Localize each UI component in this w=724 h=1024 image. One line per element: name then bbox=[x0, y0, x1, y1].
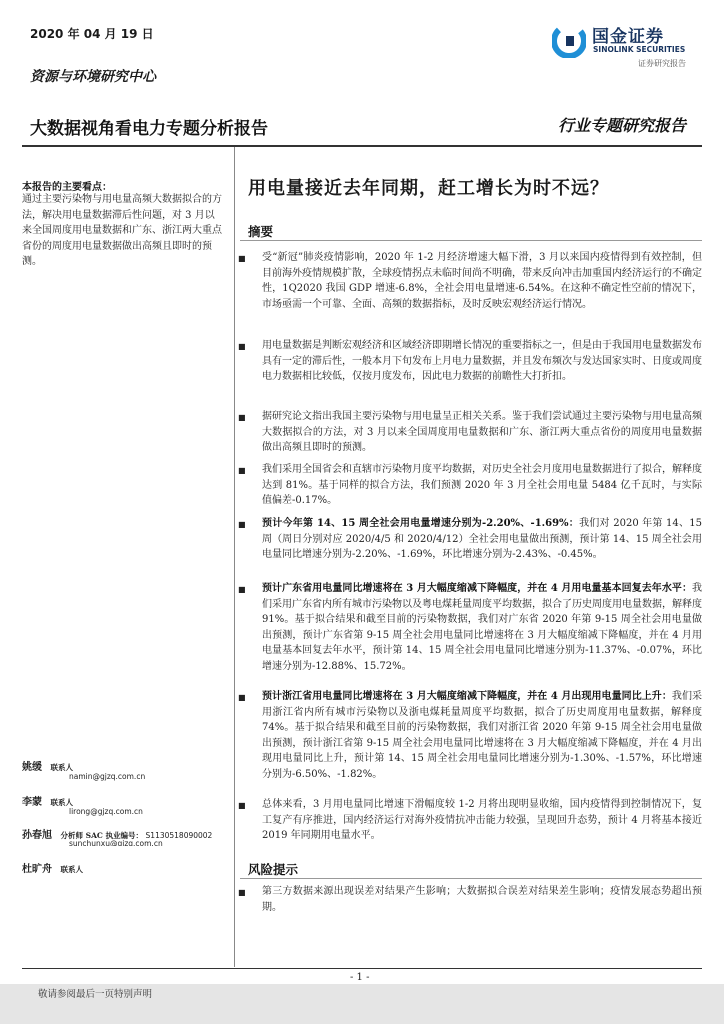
footer-divider bbox=[22, 968, 702, 969]
summary-paragraph: 受“新冠”肺炎疫情影响，2020 年 1-2 月经济增速大幅下滑，3 月以来国内疫情得到有效控制，但目前海外疫情规模扩散，全球疫情拐点未临时间尚不明确，带来反向冲击加重国内经济运行的不确定性，1Q2020 我国 GDP 增速-6.8%，全社会用电量增速-6.54%。在这种不确定性空前的情况下，市场亟需一个可靠、全面、高频的数据指标，及时反映宏观经济运行情况。 bbox=[262, 252, 702, 310]
company-logo bbox=[552, 22, 692, 62]
contact-role: 联系人 bbox=[60, 865, 84, 874]
logo-en-text: SINOLINK SECURITIES bbox=[593, 45, 686, 54]
department-name: 资源与环境研究中心 bbox=[30, 69, 156, 85]
bullet-square-icon: ■ bbox=[238, 585, 246, 594]
summary-paragraph: 预计浙江省用电量同比增速将在 3 月大幅度缩减下降幅度，并在 4 月出现用电量同比上升：我们采用浙江省内所有城市污染物以及浙电煤耗量周度平均数据，拟合了历史周度用电量数据，解释度 74%。基于拟合结果和截至目前的污染物数据，我们对浙江省 2020 年第 9-15 周全社会用电量做出预测，预计浙江省第 9-15 周全社会用电量同比增速将在 3 月大幅度缩减下降幅度，并在 4 月出现用电量同比上升，预计第 14、15 周全社会用电量同比增速分别为-1.30%、-1.57%，环比增速分别为-6.50%、-1.82%。 bbox=[262, 691, 703, 780]
contact-role: 联系人 bbox=[50, 798, 74, 807]
summary-paragraph: 总体来看，3 月用电量同比增速下滑幅度较 1-2 月将出现明显收缩，国内疫情得到控制情况下，复工复产有序推进，国内经济运行对海外疫情抗冲击能力较强，呈现回升态势，预计 4 月将基本接近 2019 年同期用电量水平。 bbox=[262, 799, 702, 841]
contact-name: 杜旷舟 bbox=[22, 864, 52, 875]
contact-cert: S1130518090002 bbox=[145, 831, 213, 840]
contact-email[interactable]: namin@gjzq.com.cn bbox=[69, 772, 146, 781]
page-number: - 1 - bbox=[350, 972, 370, 983]
contact-email[interactable]: lirong@gjzq.com.cn bbox=[69, 807, 143, 816]
bullet-square-icon: ■ bbox=[238, 801, 246, 810]
summary-divider bbox=[240, 240, 702, 241]
risk-title: 风险提示 bbox=[248, 862, 299, 877]
report-date: 2020 年 04 月 19 日 bbox=[30, 27, 154, 41]
sidebar-summary: 通过主要污染物与用电量高频大数据拟合的方法，解决用电量数据滞后性问题，对 3 月以来全国周度用电量数据和广东、浙江两大重点省份的周度用电量数据做出高频且即时的预测。 bbox=[22, 194, 222, 267]
report-title: 大数据视角看电力专题分析报告 bbox=[30, 119, 268, 139]
bullet-square-icon: ■ bbox=[238, 520, 246, 529]
contact-card bbox=[22, 793, 232, 816]
bullet-square-icon: ■ bbox=[238, 693, 246, 702]
summary-paragraph: 预计广东省用电量同比增速将在 3 月大幅度缩减下降幅度，并在 4 月用电量基本回复去年水平：我们采用广东省内所有城市污染物以及粤电煤耗量周度平均数据，拟合了历史周度用电量数据，解释度 91%。基于拟合结果和截至目前的污染物数据，我们对广东省 2020 年第 9-15 周全社会用电量做出预测，预计广东省第 9-15 周全社会用电量同比增速将在 3 月大幅度缩减下降幅度，并在 4 月用电量基本回复去年水平，预计第 14、15 周全社会用电量同比增速分别为-11.37%、-0.07%，环比增速分别为-12.88%、15.72%。 bbox=[262, 583, 702, 672]
bullet-square-icon: ■ bbox=[238, 254, 246, 263]
report-tagline: 证券研究报告 bbox=[638, 59, 686, 68]
risk-divider bbox=[240, 878, 702, 879]
bullet-square-icon: ■ bbox=[238, 342, 246, 351]
summary-paragraph: 据研究论文指出我国主要污染物与用电量呈正相关关系。鉴于我们尝试通过主要污染物与用电量高频大数据拟合的方法，对 3 月以来全国周度用电量数据和广东、浙江两大重点省份的周度用电量数据做出高频且即时的预测。 bbox=[262, 411, 702, 453]
headline: 用电量接近去年同期，赶工增长为时不远？ bbox=[248, 178, 609, 199]
report-type: 行业专题研究报告 bbox=[557, 116, 686, 135]
header-divider bbox=[22, 145, 702, 147]
column-divider bbox=[234, 147, 235, 967]
contact-role: 联系人 bbox=[50, 763, 74, 772]
bullet-square-icon: ■ bbox=[238, 888, 246, 897]
contact-name: 孙春旭 bbox=[22, 830, 52, 841]
contact-role: 分析师 SAC 执业编号： bbox=[60, 831, 143, 840]
sidebar-heading: 本报告的主要看点： bbox=[22, 182, 112, 193]
contact-card bbox=[22, 758, 232, 781]
contact-card bbox=[22, 860, 232, 875]
summary-title: 摘要 bbox=[248, 224, 274, 239]
summary-paragraph: 用电量数据是判断宏观经济和区域经济即期增长情况的重要指标之一，但是由于我国用电量数据发布具有一定的滞后性，一般本月下旬发布上月电力量数据，并且发布频次与发达国家实时、日度或周度电力数据相比较低，仅按月度发布，因此电力数据的前瞻性大打折扣。 bbox=[262, 340, 702, 382]
contact-name: 姚缓 bbox=[22, 762, 42, 773]
contact-email[interactable]: sunchunxu@gjzq.com.cn bbox=[69, 839, 163, 846]
risk-paragraph: 第三方数据来源出现误差对结果产生影响；大数据拟合误差对结果差生影响；疫情发展态势超出预期。 bbox=[262, 886, 702, 913]
logo-cn-text: 国金证券 bbox=[592, 27, 664, 47]
bullet-square-icon: ■ bbox=[238, 413, 246, 422]
sinolink-logo-icon bbox=[552, 24, 586, 58]
summary-paragraph: 我们采用全国省会和直辖市污染物月度平均数据，对历史全社会月度用电量数据进行了拟合，解释度达到 81%。基于同样的拟合方法，我们预测 2020 年 3 月全社会用电量 5484 亿千瓦时，与实际值偏差-0.17%。 bbox=[262, 464, 702, 506]
summary-paragraph: 预计今年第 14、15 周全社会用电量增速分别为-2.20%、-1.69%：我们对 2020 年第 14、15 周（周日分别对应 2020/4/5 和 2020/4/12）全社会用电量做出预测，预计第 14、15 周全社会用电量同比增速分别为-2.20%、-1.69%，环比增速分别为-2.43%、-0.45%。 bbox=[262, 518, 702, 560]
footer-disclaimer[interactable]: 敬请参阅最后一页特别声明 bbox=[38, 989, 153, 1000]
bullet-square-icon: ■ bbox=[238, 466, 246, 475]
contact-name: 李蒙 bbox=[22, 797, 42, 808]
contact-card bbox=[22, 826, 232, 846]
